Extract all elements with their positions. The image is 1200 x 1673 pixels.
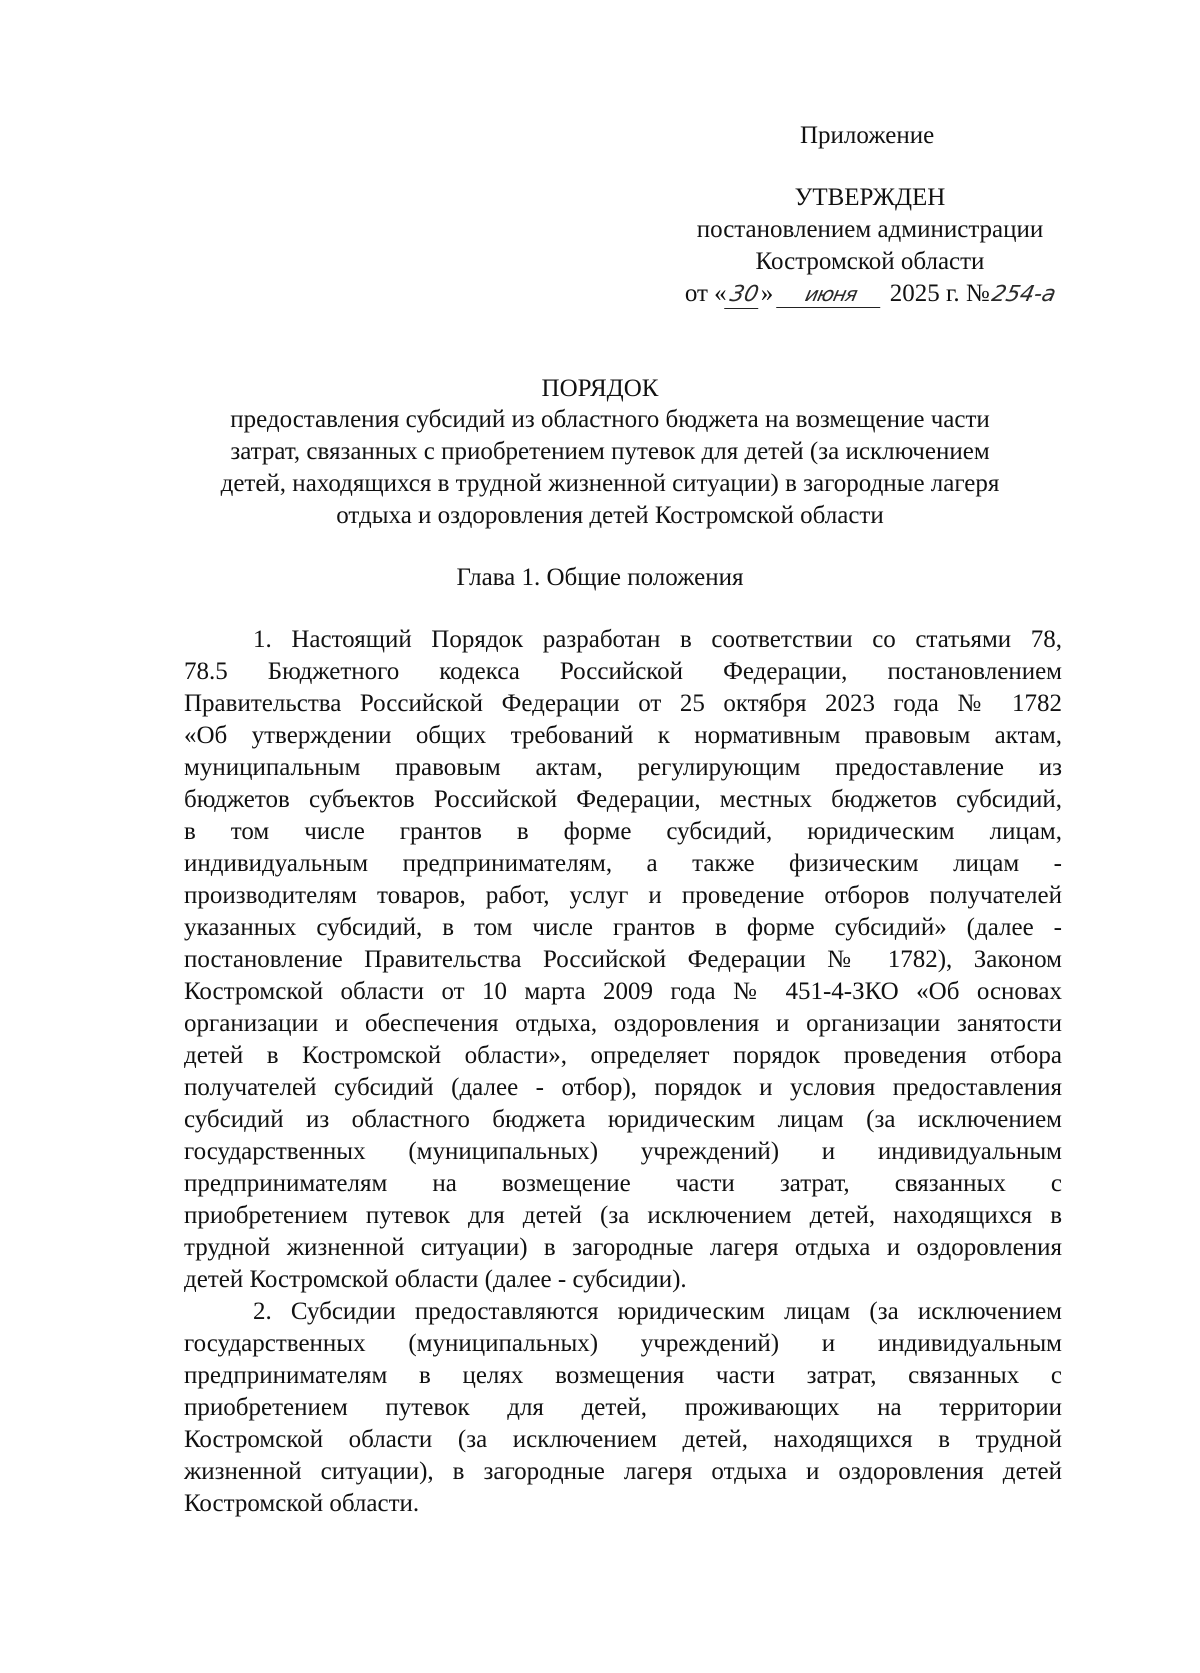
paragraph-line: 78.5 Бюджетного кодекса Российской Федерации, постановлением — [184, 658, 1062, 685]
paragraph-line: государственных (муниципальных) учреждений) и индивидуальным — [184, 1138, 1062, 1165]
paragraph-1 — [184, 624, 1062, 1296]
paragraph-line: бюджетов субъектов Российской Федерации, местных бюджетов субсидий, — [184, 786, 1062, 813]
paragraph-line: приобретением путевок для детей (за исключением детей, находящихся в — [184, 1202, 1062, 1229]
appendix-label: Приложение — [800, 122, 935, 149]
subtitle-line: детей, находящихся в трудной жизненной ситуации) в загородные лагеря — [220, 470, 1000, 497]
subtitle-line: затрат, связанных с приобретением путевок для детей (за исключением — [230, 438, 990, 465]
date-year: 2025 г. № — [889, 280, 990, 307]
paragraph-line: приобретением путевок для детей, проживающих на территории — [184, 1394, 1062, 1421]
handwritten-day: 30 — [724, 282, 764, 309]
paragraph-line: жизненной ситуации), в загородные лагеря отдыха и оздоровления детей — [184, 1458, 1062, 1485]
paragraph-line: Костромской области от 10 марта 2009 года № 451-4-ЗКО «Об основах — [184, 978, 1062, 1005]
handwritten-month: июня — [777, 281, 887, 308]
paragraph-line: организации и обеспечения отдыха, оздоровления и организации занятости — [184, 1010, 1062, 1037]
paragraph-line: Правительства Российской Федерации от 25 октября 2023 года № 1782 — [184, 690, 1062, 717]
paragraph-line: получателей субсидий (далее - отбор), порядок и условия предоставления — [184, 1074, 1062, 1101]
paragraph-line: государственных (муниципальных) учреждений) и индивидуальным — [184, 1330, 1062, 1357]
paragraph-line: предпринимателям на возмещение части затрат, связанных с — [184, 1170, 1062, 1197]
chapter-heading: Глава 1. Общие положения — [456, 564, 744, 591]
date-prefix: от « — [684, 280, 727, 307]
paragraph-line: производителям товаров, работ, услуг и проведение отборов получателей — [184, 882, 1062, 909]
paragraph-line: муниципальным правовым актам, регулирующим предоставление из — [184, 754, 1062, 781]
paragraph-line: 2. Субсидии предоставляются юридическим лицам (за исключением — [253, 1298, 1062, 1325]
paragraph-line: Костромской области. — [184, 1490, 420, 1517]
document-body — [184, 624, 1062, 1520]
paragraph-line: субсидий из областного бюджета юридическим лицам (за исключением — [184, 1106, 1062, 1133]
approved-label: УТВЕРЖДЕН — [794, 184, 946, 211]
approved-by-line-2: Костромской области — [755, 248, 985, 275]
paragraph-line: в том числе грантов в форме субсидий, юридическим лицам, — [184, 818, 1062, 845]
paragraph-line: указанных субсидий, в том числе грантов в форме субсидий» (далее - — [184, 914, 1062, 941]
paragraph-line: детей Костромской области (далее - субсидии). — [184, 1266, 687, 1293]
date-close-quote: » — [760, 280, 774, 307]
paragraph-line: предпринимателям в целях возмещения части затрат, связанных с — [184, 1362, 1062, 1389]
paragraph-line: трудной жизненной ситуации) в загородные лагеря отдыха и оздоровления — [184, 1234, 1062, 1261]
document-title: ПОРЯДОК — [541, 375, 659, 402]
decree-date-line — [684, 278, 1058, 310]
paragraph-line: детей в Костромской области», определяет порядок проведения отбора — [184, 1042, 1062, 1069]
handwritten-decree-number: 254-а — [989, 282, 1058, 307]
paragraph-2 — [184, 1296, 1062, 1520]
subtitle-line: отдыха и оздоровления детей Костромской области — [336, 502, 884, 529]
approval-block — [660, 182, 1080, 310]
paragraph-line: Костромской области (за исключением детей, находящихся в трудной — [184, 1426, 1062, 1453]
document-subtitle — [180, 404, 1040, 532]
approved-by-line-1: постановлением администрации — [696, 216, 1044, 243]
paragraph-line: «Об утверждении общих требований к нормативным правовым актам, — [184, 722, 1062, 749]
paragraph-line: индивидуальным предпринимателям, а также физическим лицам - — [184, 850, 1062, 877]
paragraph-line: 1. Настоящий Порядок разработан в соответствии со статьями 78, — [253, 626, 1062, 653]
paragraph-line: постановление Правительства Российской Федерации № 1782), Законом — [184, 946, 1062, 973]
subtitle-line: предоставления субсидий из областного бюджета на возмещение части — [230, 406, 990, 433]
